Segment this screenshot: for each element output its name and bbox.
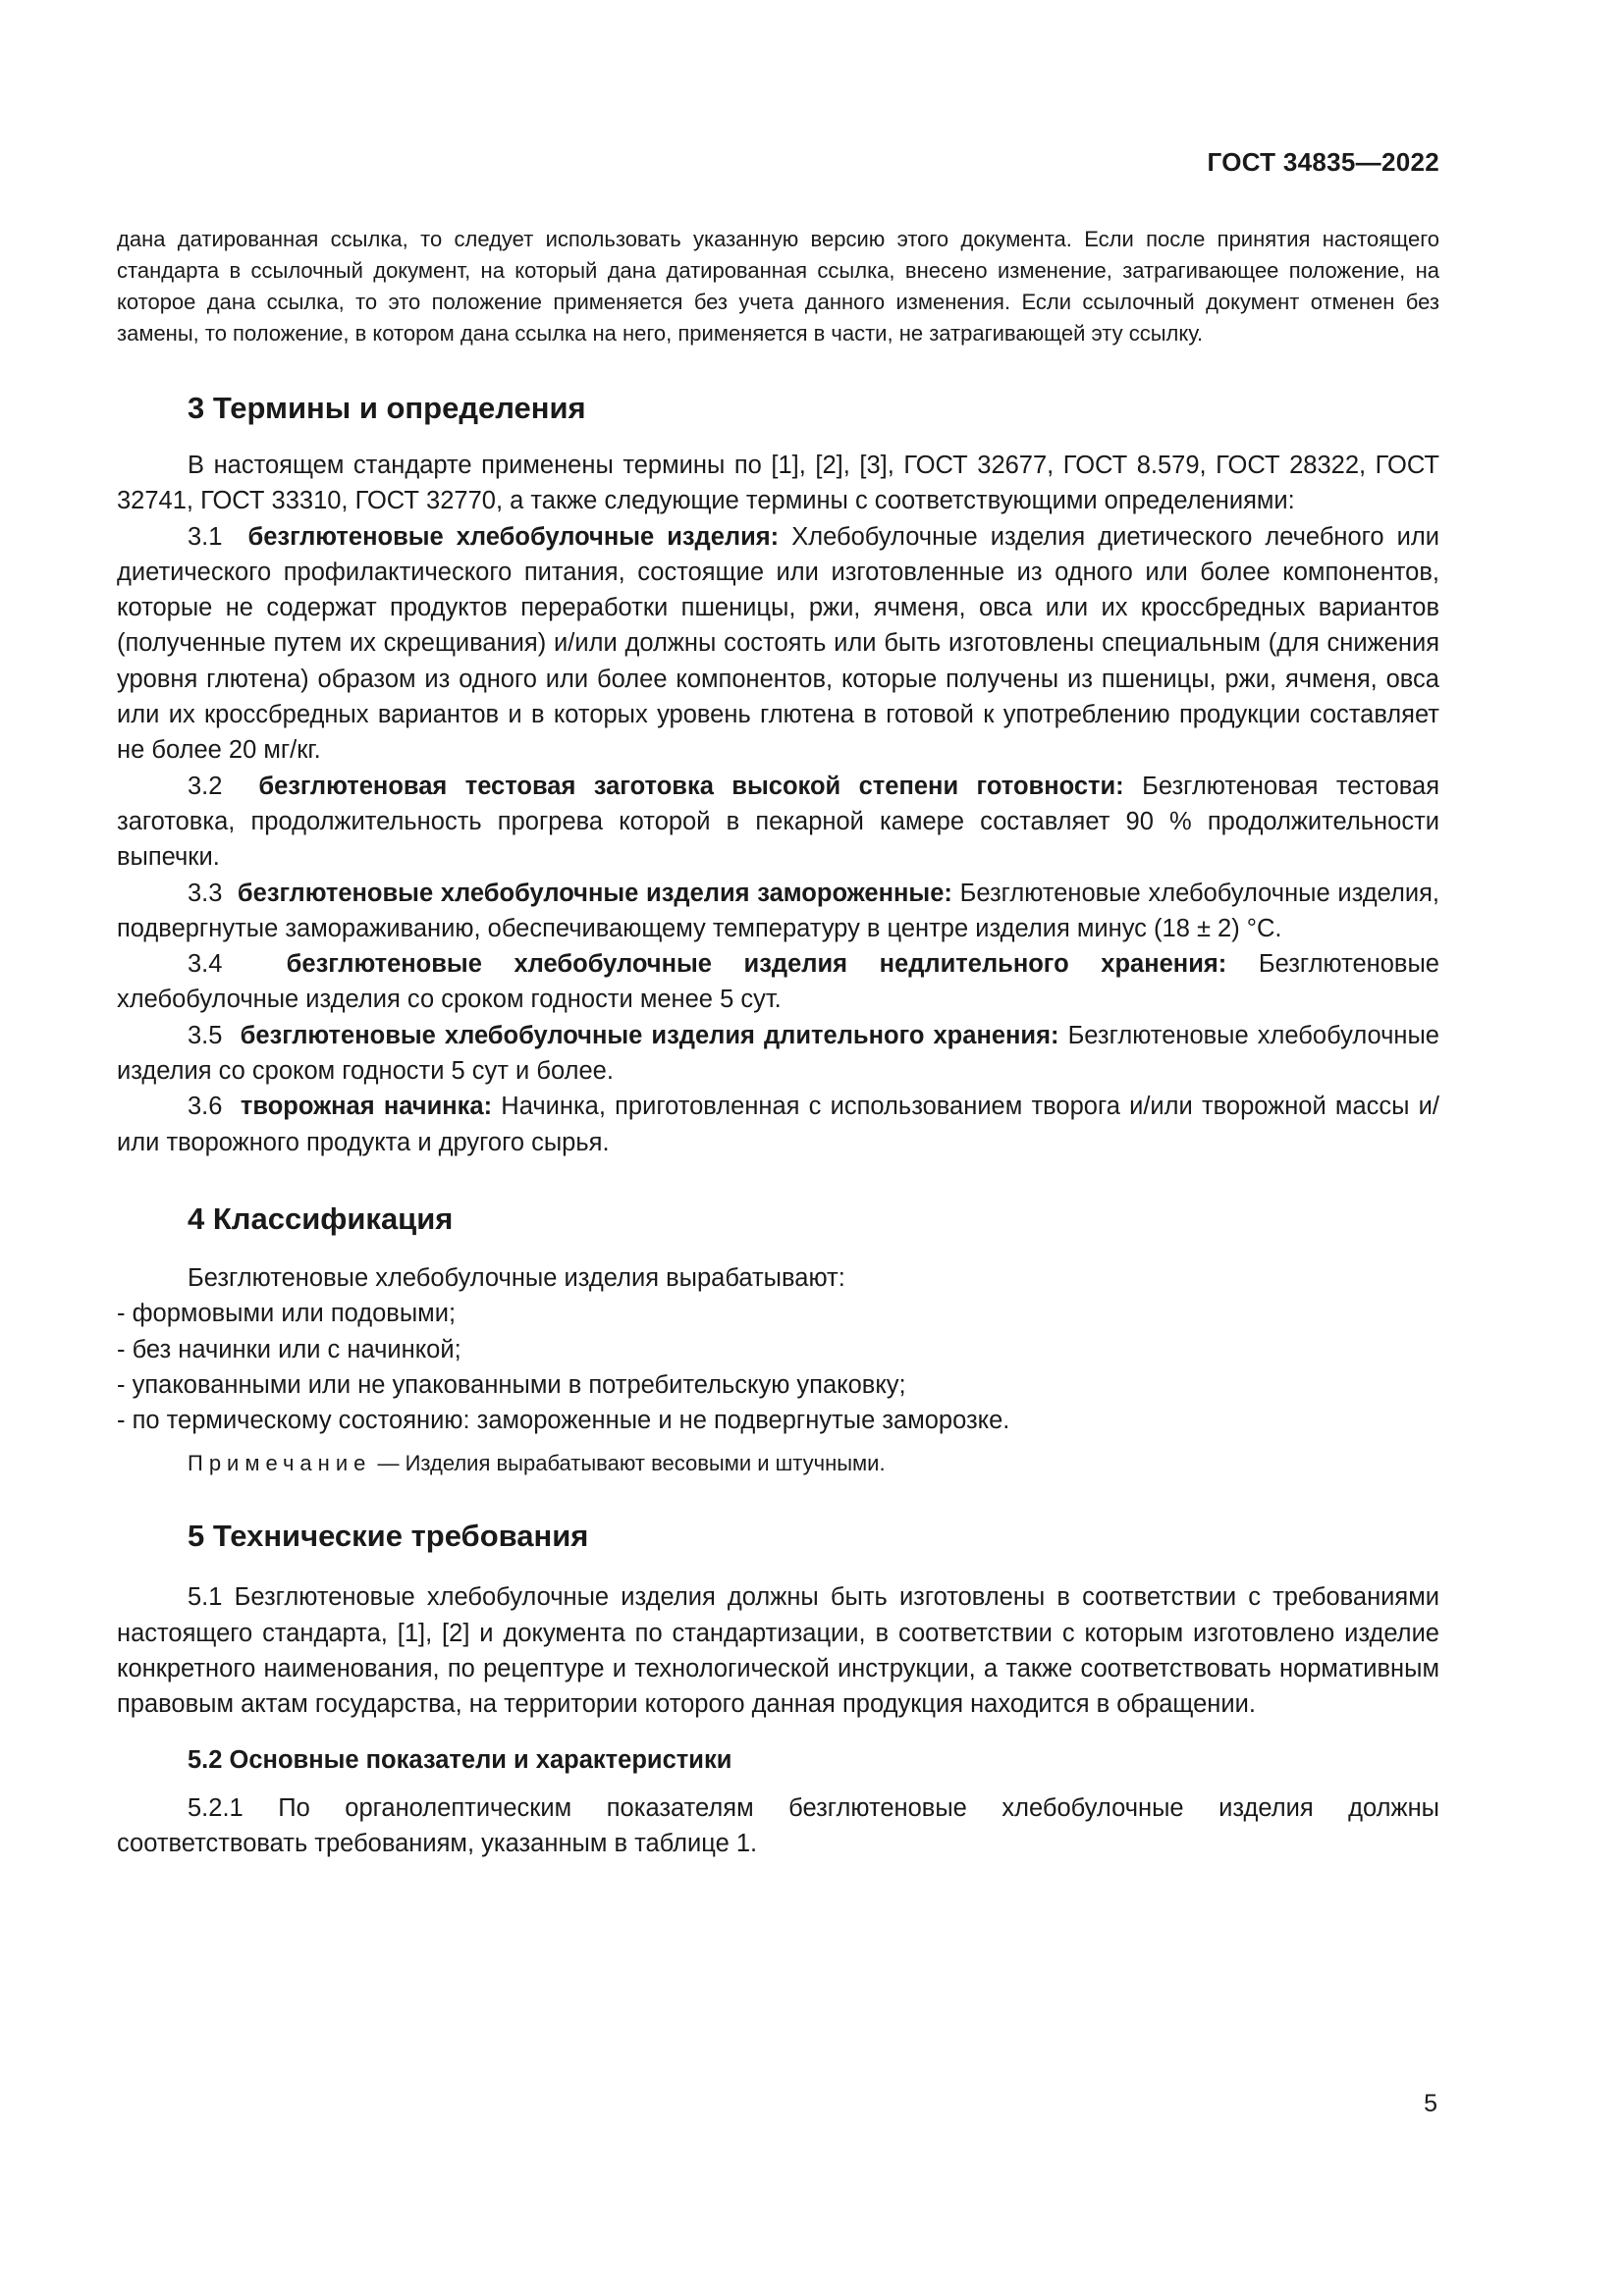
term-3-5	[117, 1018, 1439, 1090]
term-name: безглютеновые хлебобулочные изделия замороженные:	[237, 879, 952, 907]
term-definition: Безглютеновые хлебобулочные изделия со сроком годности 5 сут и более.	[117, 1021, 1439, 1086]
note-text: — Изделия вырабатывают весовыми и штучными.	[371, 1451, 886, 1476]
intro-paragraph: дана датированная ссылка, то следует использовать указанную версию этого документа. Если после принятия настоящего стандарта в ссылочный документ, на который дана датированная ссылка, внесено изменение, затрагивающее положение, на которое дана ссылка, то это положение применяется без учета данного изменения. Если ссылочный документ отменен без замены, то положение, в котором дана ссылка на него, применяется в части, не затрагивающей эту ссылку.	[117, 227, 1439, 346]
list-item: - по термическому состоянию: замороженные и не подвергнутые заморозке.	[117, 1407, 1010, 1435]
term-3-1	[117, 519, 1439, 769]
note	[117, 1448, 1439, 1479]
document-header: ГОСТ 34835—2022	[1207, 147, 1439, 177]
term-number: 3.4	[188, 950, 223, 979]
section-4-title: 4 Классификация	[188, 1201, 454, 1236]
term-definition: Начинка, приготовленная с использованием творога и/или творожной массы и/или творожного продукта и другого сырья.	[117, 1093, 1439, 1156]
term-name: безглютеновые хлебобулочные изделия длительного хранения:	[240, 1021, 1059, 1049]
term-3-2	[117, 769, 1439, 876]
note-label: Примечание	[188, 1451, 372, 1476]
term-number: 3.2	[188, 772, 223, 800]
section-5-title: 5 Технические требования	[188, 1519, 589, 1554]
term-definition: Хлебобулочные изделия диетического лечебного или диетического профилактического питания, состоящие или изготовленные из одного или более компонентов, которые не содержат продуктов переработки пшеницы, ржи, ячменя, овса или их кроссбредных вариантов (полученные путем их скрещивания) и/или должны состоять или быть изготовлены специальным (для снижения уровня глютена) образом из одного или более компонентов, которые получены из пшеницы, ржи, ячменя, овса или их кроссбредных вариантов и в которых уровень глютена в готовой к употреблению продукции составляет не более 20 мг/кг.	[117, 522, 1439, 765]
classification-list	[117, 1296, 1439, 1438]
term-3-3	[117, 876, 1439, 947]
term-definition: Безглютеновые хлебобулочные изделия со сроком годности менее 5 сут.	[117, 950, 1439, 1014]
term-number: 3.5	[188, 1021, 223, 1049]
section-3-intro: В настоящем стандарте применены термины по [1], [2], [3], ГОСТ 32677, ГОСТ 8.579, ГОСТ 28322, ГОСТ 32741, ГОСТ 33310, ГОСТ 32770, а также следующие термины с соответствующими определениями:	[117, 452, 1439, 515]
term-3-4	[117, 946, 1439, 1018]
term-number: 3.6	[188, 1093, 223, 1121]
page-number: 5	[1424, 2090, 1437, 2117]
list-item: - формовыми или подовыми;	[117, 1300, 457, 1328]
list-item: - без начинки или с начинкой;	[117, 1335, 461, 1363]
term-number: 3.3	[188, 879, 223, 907]
subsection-5-2-title: 5.2 Основные показатели и характеристики	[188, 1745, 732, 1774]
term-name: творожная начинка:	[240, 1093, 493, 1121]
term-name: безглютеновые хлебобулочные изделия недлительного хранения:	[286, 950, 1227, 979]
term-name: безглютеновая тестовая заготовка высокой степени готовности:	[258, 772, 1124, 800]
section-4-intro: Безглютеновые хлебобулочные изделия вырабатывают:	[188, 1263, 845, 1292]
list-item: - упакованными или не упакованными в потребительскую упаковку;	[117, 1370, 906, 1399]
term-number: 3.1	[188, 522, 223, 551]
term-name: безглютеновые хлебобулочные изделия:	[247, 522, 780, 551]
term-definition: Безглютеновые хлебобулочные изделия, подвергнутые замораживанию, обеспечивающему температуру в центре изделия минус (18 ± 2) °С.	[117, 879, 1440, 942]
section-5-1: 5.1 Безглютеновые хлебобулочные изделия должны быть изготовлены в соответствии с требованиями настоящего стандарта, [1], [2] и документа по стандартизации, в соответствии с которым изготовлено изделие конкретного наименования, по рецептуре и технологической инструкции, а также соответствовать нормативным правовым актам государства, на территории которого данная продукция находится в обращении.	[117, 1583, 1439, 1719]
term-3-6	[117, 1089, 1439, 1160]
term-definition: Безглютеновая тестовая заготовка, продолжительность прогрева которой в пекарной камере составляет 90 % продолжительности выпечки.	[117, 772, 1440, 872]
section-5-2-1: 5.2.1 По органолептическим показателям безглютеновые хлебобулочные изделия должны соответствовать требованиям, указанным в таблице 1.	[117, 1793, 1439, 1857]
page-content	[117, 224, 1439, 1861]
section-3-title: 3 Термины и определения	[188, 391, 586, 425]
